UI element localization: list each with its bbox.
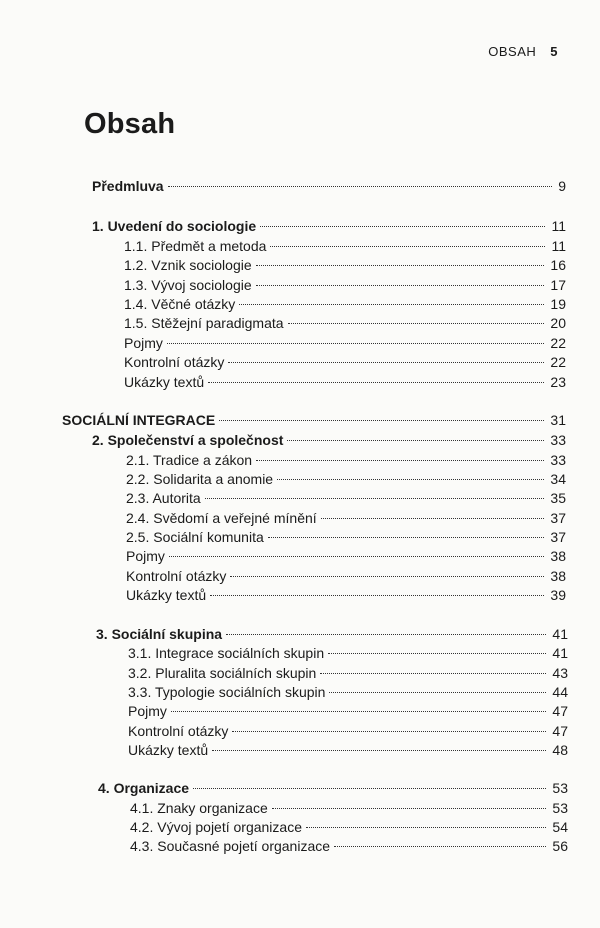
toc-entry [126,488,566,508]
toc-entry [126,469,566,489]
toc-entry-page: 22 [550,354,566,370]
toc-entry [130,798,568,818]
toc-entry-page: 11 [551,238,566,254]
toc-entry-label: 1.3. Vývoj sociologie [124,277,252,293]
toc-entry-label: 3.1. Integrace sociálních skupin [128,645,325,661]
toc-entry [124,372,566,392]
toc-entry [128,721,568,741]
toc-entry-label: 1.4. Věčné otázky [124,296,236,312]
toc-entry [124,255,566,275]
toc-entry-label: Předmluva [92,178,164,194]
toc-entry-label: 2. Společenství a společnost [92,432,284,448]
dot-leader [272,808,547,809]
toc-entry-page: 20 [550,315,566,331]
toc-entry-page: 48 [552,742,568,758]
page-number: 5 [550,44,558,59]
toc-entry [92,216,566,236]
toc-entry-label: 3.3. Typologie sociálních skupin [128,684,326,700]
toc-entry-page: 53 [552,780,568,796]
toc-entry [128,682,568,702]
dot-leader [226,634,546,635]
toc-entry-label: 1.2. Vznik sociologie [124,257,252,273]
toc-entry-label: Kontrolní otázky [126,568,227,584]
toc-entry-label: Kontrolní otázky [128,723,229,739]
toc-entry-page: 35 [550,490,566,506]
toc-entry-page: 22 [550,335,566,351]
toc-entry-label: 2.5. Sociální komunita [126,529,264,545]
toc-entry-page: 16 [550,257,566,273]
toc-entry-label: 4.1. Znaky organizace [130,800,268,816]
toc-entry-page: 17 [550,277,566,293]
toc-entry-page: 19 [550,296,566,312]
toc-entry [124,236,566,256]
toc-entry [126,546,566,566]
toc-entry-page: 44 [552,684,568,700]
toc-entry-label: 2.3. Autorita [126,490,201,506]
toc-entry-label: Ukázky textů [128,742,209,758]
dot-leader [277,479,544,480]
toc-entry-label: 1.1. Předmět a metoda [124,238,267,254]
toc-entry-page: 37 [550,529,566,545]
toc-entry-label: 4.3. Současné pojetí organizace [130,838,331,854]
toc-entry [126,508,566,528]
dot-leader [210,595,544,596]
toc-entry [130,836,568,856]
dot-leader [288,323,545,324]
dot-leader [321,518,545,519]
toc-entry-page: 53 [552,800,568,816]
toc-entry-label: 1. Uvedení do sociologie [92,218,257,234]
toc-entry [124,275,566,295]
toc-entry-page: 33 [550,452,566,468]
running-head-section: OBSAH [488,44,537,59]
dot-leader [168,186,553,187]
dot-leader [260,226,545,227]
toc-entry [128,663,568,683]
toc-entry [92,430,566,450]
toc-entry-label: Kontrolní otázky [124,354,225,370]
toc-entry [128,740,568,760]
dot-leader [256,460,544,461]
toc-entry [126,585,566,605]
dot-leader [256,285,545,286]
toc-entry-page: 31 [550,412,566,428]
toc-entry-label: 2.4. Svědomí a veřejné mínění [126,510,317,526]
dot-leader [268,537,545,538]
toc-entry-page: 38 [550,568,566,584]
toc-entry [98,778,568,798]
dot-leader [169,556,545,557]
toc-entry-page: 41 [552,626,568,642]
toc-entry [124,294,566,314]
page-title: Obsah [84,108,176,140]
toc-entry-label: SOCIÁLNÍ INTEGRACE [62,412,216,428]
toc-entry-label: 1.5. Stěžejní paradigmata [124,315,284,331]
toc-entry-page: 33 [550,432,566,448]
toc-entry [124,333,566,353]
dot-leader [193,788,546,789]
toc-entry [62,410,566,430]
toc-entry-label: Ukázky textů [126,587,207,603]
toc-entry-label: Pojmy [124,335,163,351]
toc-entry [126,527,566,547]
dot-leader [256,265,545,266]
toc-entry-label: 4. Organizace [98,780,190,796]
toc-entry-page: 47 [552,703,568,719]
dot-leader [208,382,544,383]
toc-entry [130,817,568,837]
dot-leader [171,711,547,712]
toc-entry [126,566,566,586]
toc-entry-label: 3.2. Pluralita sociálních skupin [128,665,317,681]
dot-leader [212,750,546,751]
dot-leader [270,246,545,247]
toc-entry-label: 2.2. Solidarita a anomie [126,471,274,487]
toc-entry-page: 41 [552,645,568,661]
toc-entry-page: 39 [550,587,566,603]
toc-entry-label: Pojmy [128,703,167,719]
toc-entry-label: 3. Sociální skupina [96,626,223,642]
toc-entry-page: 9 [558,178,566,194]
dot-leader [306,827,546,828]
dot-leader [334,846,546,847]
toc-entry-label: Ukázky textů [124,374,205,390]
dot-leader [228,362,544,363]
toc-entry-page: 56 [552,838,568,854]
toc-entry [128,643,568,663]
toc-entry [128,701,568,721]
dot-leader [287,440,544,441]
toc-entry-label: 4.2. Vývoj pojetí organizace [130,819,302,835]
toc-entry-page: 43 [552,665,568,681]
toc-entry-label: Pojmy [126,548,165,564]
running-head [488,44,558,59]
toc-entry [124,352,566,372]
toc-entry [126,450,566,470]
toc-entry-page: 54 [552,819,568,835]
dot-leader [219,420,544,421]
dot-leader [232,731,546,732]
dot-leader [205,498,545,499]
dot-leader [329,692,546,693]
toc-entry [124,313,566,333]
toc-entry-page: 11 [551,218,566,234]
dot-leader [328,653,546,654]
toc-entry-page: 23 [550,374,566,390]
dot-leader [239,304,544,305]
toc-entry-page: 38 [550,548,566,564]
dot-leader [230,576,544,577]
toc-entry [92,176,566,196]
toc-entry-page: 37 [550,510,566,526]
toc-entry-page: 47 [552,723,568,739]
dot-leader [167,343,545,344]
toc-entry-label: 2.1. Tradice a zákon [126,452,253,468]
dot-leader [320,673,546,674]
toc-entry [96,624,568,644]
toc-entry-page: 34 [550,471,566,487]
